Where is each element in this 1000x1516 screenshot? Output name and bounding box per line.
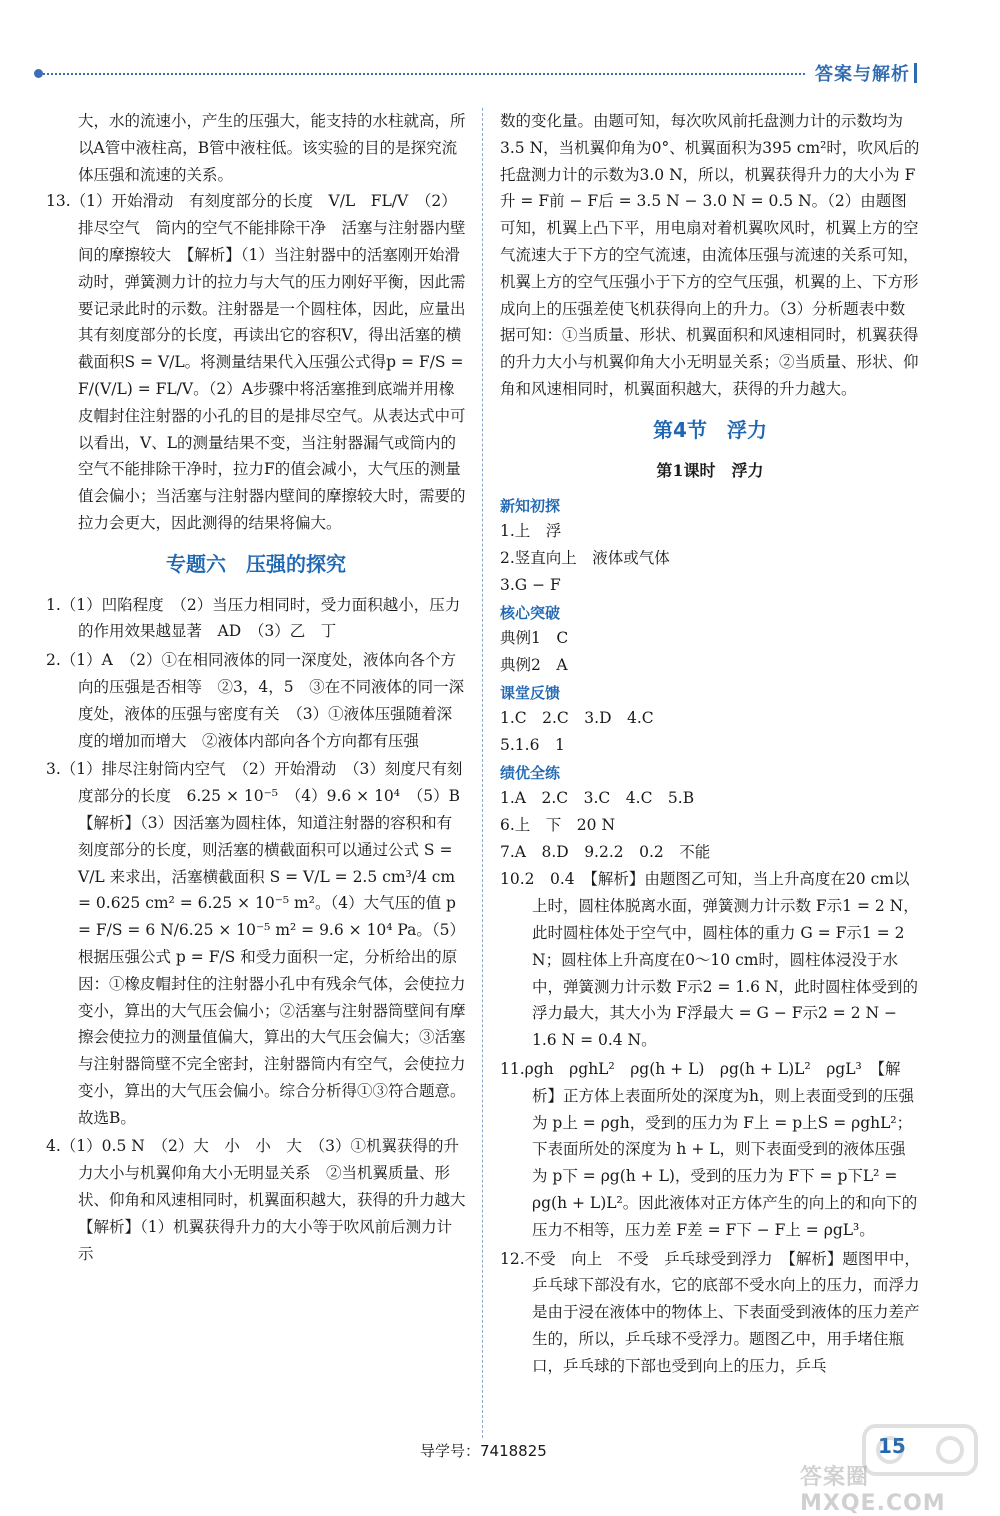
lesson-title: 第1课时 浮力 — [656, 460, 764, 480]
answer-4: 4.（1）0.5 N （2）大 小 小 大 （3）①机翼获得的升力大小与机翼仰角大小无明显关系 ②当机翼质量、形状、仰角和风速相同时，机翼面积越大，获得的升力越大 【解析】（1）机翼获得升力的大小等于吹风前后测力计示 — [46, 1137, 482, 1263]
answer-2: 2.（1）A （2）①在相同液体的同一深度处，液体向各个方向的压强是否相等 ②3，4，5 ③在不同液体的同一深度处，液体的压强与密度有关 （3）①液体压强随着深度的增加而增大 ②液体内部向各个方向都有压强 — [46, 651, 465, 750]
jy-answer-12: 12.不受 向上 不受 乒乓球受到浮力 【解析】题图甲中，乒乓球下部没有水，它的底部不受水向上的压力，而浮力是由于浸在液体中的物体上、下表面受到液体的压力差产生的，所以，乒乓球不受浮力。题图乙中，用手堵住瓶口，乒乓球的下部也受到向上的压力，乒乓 — [500, 1249, 920, 1375]
header-bar-icon — [914, 63, 917, 83]
answer-13: 13.（1）开始滑动 有刻度部分的长度 V/L FL/V （2）排尽空气 筒内的空气不能排除干净 活塞与注射器内壁间的摩擦较大 【解析】（1）当注射器中的活塞刚开始滑动时，弹簧测力计的拉力与大气的压力刚好平衡，因此需要记录此时的示数。注射器是一个圆柱体，因此，应量出其有刻度部分的长度，再读出它的容积V，得出活塞的横截面积S = V/L。将测量结果代入压强公式得p = F/S = F/(V/L) = FL/V。（2）A步骤中将活塞推到底端并用橡皮帽封住注射器的小孔的目的是排尽空气。从表达式中可以看出，V、L的测量结果不变，当注射器漏气或筒内的空气不能排除干净时，拉力F的值会减小，大气压的测量值会偏小；当活塞与注射器内壁间的摩擦较大时，需要的拉力会更大，因此测得的结果将偏大。 — [46, 192, 466, 532]
watermark-text: 答案圈 MXQE.COM — [800, 1465, 946, 1516]
footer-guide-id: 导学号：7418825 — [420, 1442, 547, 1460]
kt-answer-2: 5.1.6 1 — [500, 736, 565, 755]
jy-answer-1: 1.A 2.C 3.C 4.C 5.B — [500, 789, 695, 808]
continued-paragraph: 数的变化量。由题可知，每次吹风前托盘测力计的示数均为3.5 N，当机翼仰角为0°、机翼面积为395 cm²时，吹风后的托盘测力计的示数为3.0 N，所以，机翼获得升力的大小为 F升 = F前 − F后 = 3.5 N − 3.0 N = 0.5 N。（2）由题图可知，机翼上凸下平，用电扇对着机翼吹风时，机翼上方的空气流速大于下方的空气流速，由流体压强与流速的关系可知，机翼上方的空气压强小于下方的空气压强，机翼的上、下方形成向上的压强差使飞机获得向上的升力。（3）分析题表中数据可知：①当质量、形状、机翼面积和风速相同时，机翼获得的升力大小与机翼仰角大小无明显关系；②当质量、形状、仰角和风速相同时，机翼面积越大，获得的升力越大。 — [500, 112, 920, 398]
section-title-topic6: 专题六 压强的探究 — [166, 551, 346, 576]
header-divider — [40, 73, 805, 75]
answer-3: 3.（1）排尽注射筒内空气 （2）开始滑动 （3）刻度尺有刻度部分的长度 6.25 × 10⁻⁵ （4）9.6 × 10⁴ （5）B 【解析】（3）因活塞为圆柱体，知道注射器的容积和有刻度部分的长度，则活塞的横截面积可以通过公式 S = V/L 来求出，活塞横截面积 S = V/L = 2.5 cm³/4 cm = 0.625 cm² = 6.25 × 10⁻⁵ m²。（4）大气压的值 p = F/S = 6 N/6.25 × 10⁻⁵ m² = 9.6 × 10⁴ Pa。（5）根据压强公式 p = F/S 和受力面积一定，分析给出的原因：①橡皮帽封住的注射器小孔中有残余气体，会使拉力变小，算出的大气压会偏小；②活塞与注射器筒壁间有摩擦会使拉力的测量值偏大，算出的大气压会偏大；③活塞与注射器筒壁不完全密封，注射器筒内有空气，会使拉力变小，算出的大气压会偏小。综合分析得①③符合题意。故选B。 — [46, 760, 476, 1127]
jy-answer-11: 11.ρgh ρghL² ρg(h + L) ρg(h + L)L² ρgL³ 【解析】正方体上表面所处的深度为h，则上表面受到的压强为 p上 = ρgh，受到的压力为 F上 = p上S = ρghL²；下表面所处的深度为 h + L，则下表面受到的液体压强为 p下 = ρg(h + L)，受到的压力为 F下 = p下L² = ρg(h + L)L²。因此液体对正方体产生的向上的和向下的压力不相等，压力差 F差 = F下 − F上 = ρgL³。 — [500, 1059, 918, 1239]
section-title-buoyancy: 第4节 浮力 — [653, 417, 767, 442]
xz-answer-2: 2.竖直向上 液体或气体 — [500, 549, 670, 568]
xz-answer-3: 3.G − F — [500, 576, 561, 595]
right-column — [500, 108, 920, 1382]
jy-answer-3: 7.A 8.D 9.2.2 0.2 不能 — [500, 843, 711, 862]
left-column — [46, 108, 482, 1269]
column-divider — [482, 108, 483, 1438]
answer-1: 1.（1）凹陷程度 （2）当压力相同时，受力面积越小，压力的作用效果越显著 AD （3）乙 丁 — [46, 595, 461, 641]
subhead-practice: 绩优全练 — [500, 764, 561, 783]
page-number: 15 — [878, 1434, 906, 1458]
subhead-core: 核心突破 — [500, 604, 561, 623]
hx-answer-2: 典例2 A — [500, 656, 568, 675]
intro-paragraph: 大，水的流速小，产生的压强大，能支持的水柱就高，所以A管中液柱高，B管中液柱低。该实验的目的是探究流体压强和流速的关系。 — [78, 112, 466, 184]
header-title — [815, 60, 917, 86]
subhead-feedback: 课堂反馈 — [500, 684, 561, 703]
header-title-text: 答案与解析 — [815, 64, 910, 85]
jy-answer-2: 6.上 下 20 N — [500, 816, 616, 835]
jy-answer-10: 10.2 0.4 【解析】由题图乙可知，当上升高度在20 cm以上时，圆柱体脱离水面，弹簧测力计示数 F示1 = 2 N，此时圆柱体处于空气中，圆柱体的重力 G = F示1 = 2 N；圆柱体上升高度在0～10 cm时，圆柱体浸没于水中，弹簧测力计示数 F示2 = 1.6 N，此时圆柱体受到的浮力最大，其大小为 F浮最大 = G − F示2 = 2 N − 1.6 N = 0.4 N。 — [500, 870, 919, 1050]
subhead-new-knowledge: 新知初探 — [500, 497, 561, 516]
hx-answer-1: 典例1 C — [500, 629, 569, 648]
xz-answer-1: 1.上 浮 — [500, 522, 562, 541]
kt-answer-1: 1.C 2.C 3.D 4.C — [500, 709, 654, 728]
